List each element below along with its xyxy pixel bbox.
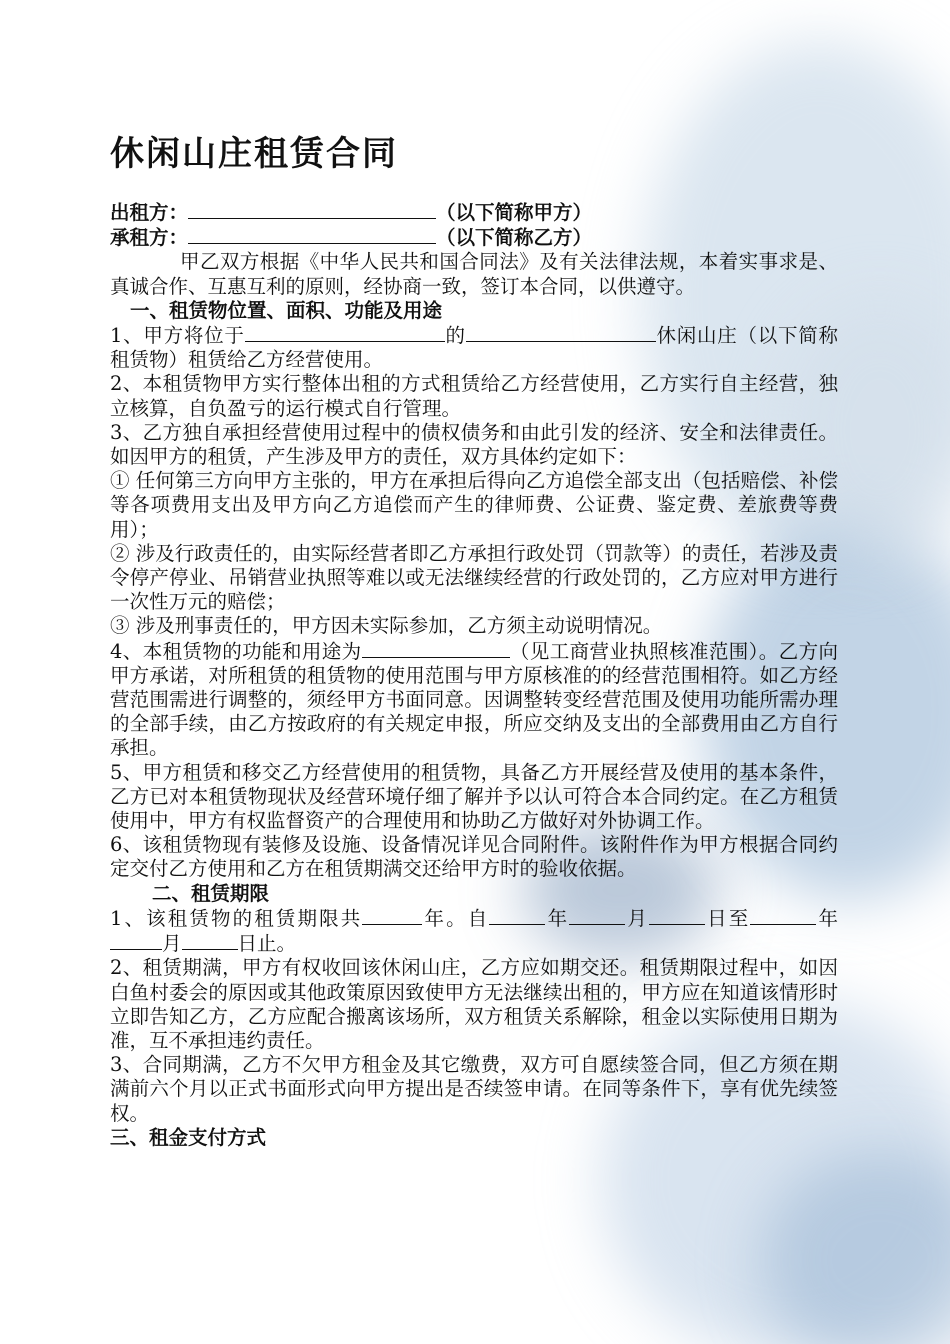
lessee-label: 承租方：	[110, 226, 189, 250]
end-day-blank[interactable]	[182, 931, 238, 950]
term-years-blank[interactable]	[362, 906, 422, 925]
s2-clause-3: 3、合同期满，乙方不欠甲方租金及其它缴费，双方可自愿续签合同，但乙方须在期满前六个月以正式书面形式向甲方提出是否续签申请。在同等条件下，享有优先续签权。	[110, 1053, 838, 1125]
contract-body	[110, 200, 838, 1150]
start-year-blank[interactable]	[489, 906, 545, 925]
lessee-name-blank[interactable]	[188, 225, 436, 244]
usage-blank[interactable]	[362, 639, 510, 658]
clause-text: 4、本租赁物的功能和用途为	[110, 639, 362, 663]
clause-text: 1、甲方将位于	[110, 324, 245, 348]
start-month-blank[interactable]	[569, 906, 625, 925]
s2-clause-1	[110, 906, 838, 956]
clause-text: 月	[625, 906, 649, 930]
s1-clause-5: 5、甲方租赁和移交乙方经营使用的租赁物，具备乙方开展经营及使用的基本条件，乙方已对本租赁物现状及经营环境仔细了解并予以认可符合本合同约定。在乙方租赁使用中，甲方有权监督资产的合理使用和协助乙方做好对外协调工作。	[110, 760, 838, 833]
clause-text: 日至	[704, 906, 751, 930]
s1-clause-1	[110, 323, 838, 372]
clause-text: 年	[816, 906, 838, 930]
end-month-blank[interactable]	[110, 931, 162, 950]
resort-name-blank[interactable]	[466, 323, 656, 342]
clause-text: 休闲山庄（以下简称租赁物）租赁给乙方经营使用。	[110, 324, 838, 372]
clause-text: 日止。	[237, 932, 297, 956]
intro-paragraph: 甲乙双方根据《中华人民共和国合同法》及有关法律法规，本着实事求是、真诚合作、互惠互利的原则，经协商一致，签订本合同，以供遵守。	[110, 250, 838, 298]
clause-text: 的	[444, 324, 466, 348]
location-blank[interactable]	[245, 323, 445, 342]
lessor-name-blank[interactable]	[188, 200, 436, 219]
s1-clause-3-item-2: ② 涉及行政责任的，由实际经营者即乙方承担行政处罚（罚款等）的责任，若涉及责令停产停业、吊销营业执照等难以或无法继续经营的行政处罚的，乙方应对甲方进行一次性万元的赔偿；	[110, 541, 838, 614]
s1-clause-2: 2、本租赁物甲方实行整体出租的方式租赁给乙方经营使用，乙方实行自主经营，独立核算，自负盈亏的运行模式自行管理。	[110, 372, 838, 420]
s2-clause-2: 2、租赁期满，甲方有权收回该休闲山庄，乙方应如期交还。租赁期限过程中，如因白鱼村委会的原因或其他政策原因致使甲方无法继续出租的，甲方应在知道该情形时立即告知乙方，乙方应配合搬离该场所，双方租赁关系解除，租金以实际使用日期为准，互不承担违约责任。	[110, 956, 838, 1052]
section1-heading: 一、租赁物位置、面积、功能及用途	[130, 298, 443, 322]
clause-text: 年。自	[422, 906, 490, 930]
lessor-line	[110, 200, 838, 225]
lessor-suffix: （以下简称甲方）	[436, 201, 593, 224]
s1-clause-3-item-3: ③ 涉及刑事责任的，甲方因未实际参加，乙方须主动说明情况。	[110, 614, 663, 638]
clause-text: 年	[545, 906, 570, 930]
start-day-blank[interactable]	[649, 906, 705, 925]
lessor-label: 出租方：	[110, 201, 189, 224]
contract-title: 休闲山庄租赁合同	[110, 134, 398, 174]
clause-text: 1、该租赁物的租赁期限共	[110, 906, 363, 930]
s1-clause-3: 3、乙方独自承担经营使用过程中的债权债务和由此引发的经济、安全和法律责任。如因甲方的租赁，产生涉及甲方的责任，双方具体约定如下：	[110, 420, 838, 469]
section2-heading: 二、租赁期限	[152, 881, 270, 905]
clause-text: 月	[162, 932, 182, 956]
s1-clause-4	[110, 639, 838, 761]
end-year-blank[interactable]	[750, 906, 816, 925]
s1-clause-6: 6、该租赁物现有装修及设施、设备情况详见合同附件。该附件作为甲方根据合同约定交付乙方使用和乙方在租赁期满交还给甲方时的验收依据。	[110, 833, 838, 881]
lessee-line	[110, 225, 838, 250]
lessee-suffix: （以下简称乙方）	[436, 226, 593, 250]
section3-heading: 三、租金支付方式	[110, 1125, 267, 1149]
s1-clause-3-item-1: ① 任何第三方向甲方主张的，甲方在承担后得向乙方追偿全部支出（包括赔偿、补偿等各项费用支出及甲方向乙方追偿而产生的律师费、公证费、鉴定费、差旅费等费用）；	[110, 469, 838, 541]
clause-text: （见工商营业执照核准范围）。乙方向甲方承诺，对所租赁的租赁物的使用范围与甲方原核准的的经营范围相符。如乙方经营范围需进行调整的，须经甲方书面同意。因调整转变经营范围及使用功能所需办理的全部手续，由乙方按政府的有关规定申报，所应交纳及支出的全部费用由乙方自行承担。	[110, 639, 838, 760]
